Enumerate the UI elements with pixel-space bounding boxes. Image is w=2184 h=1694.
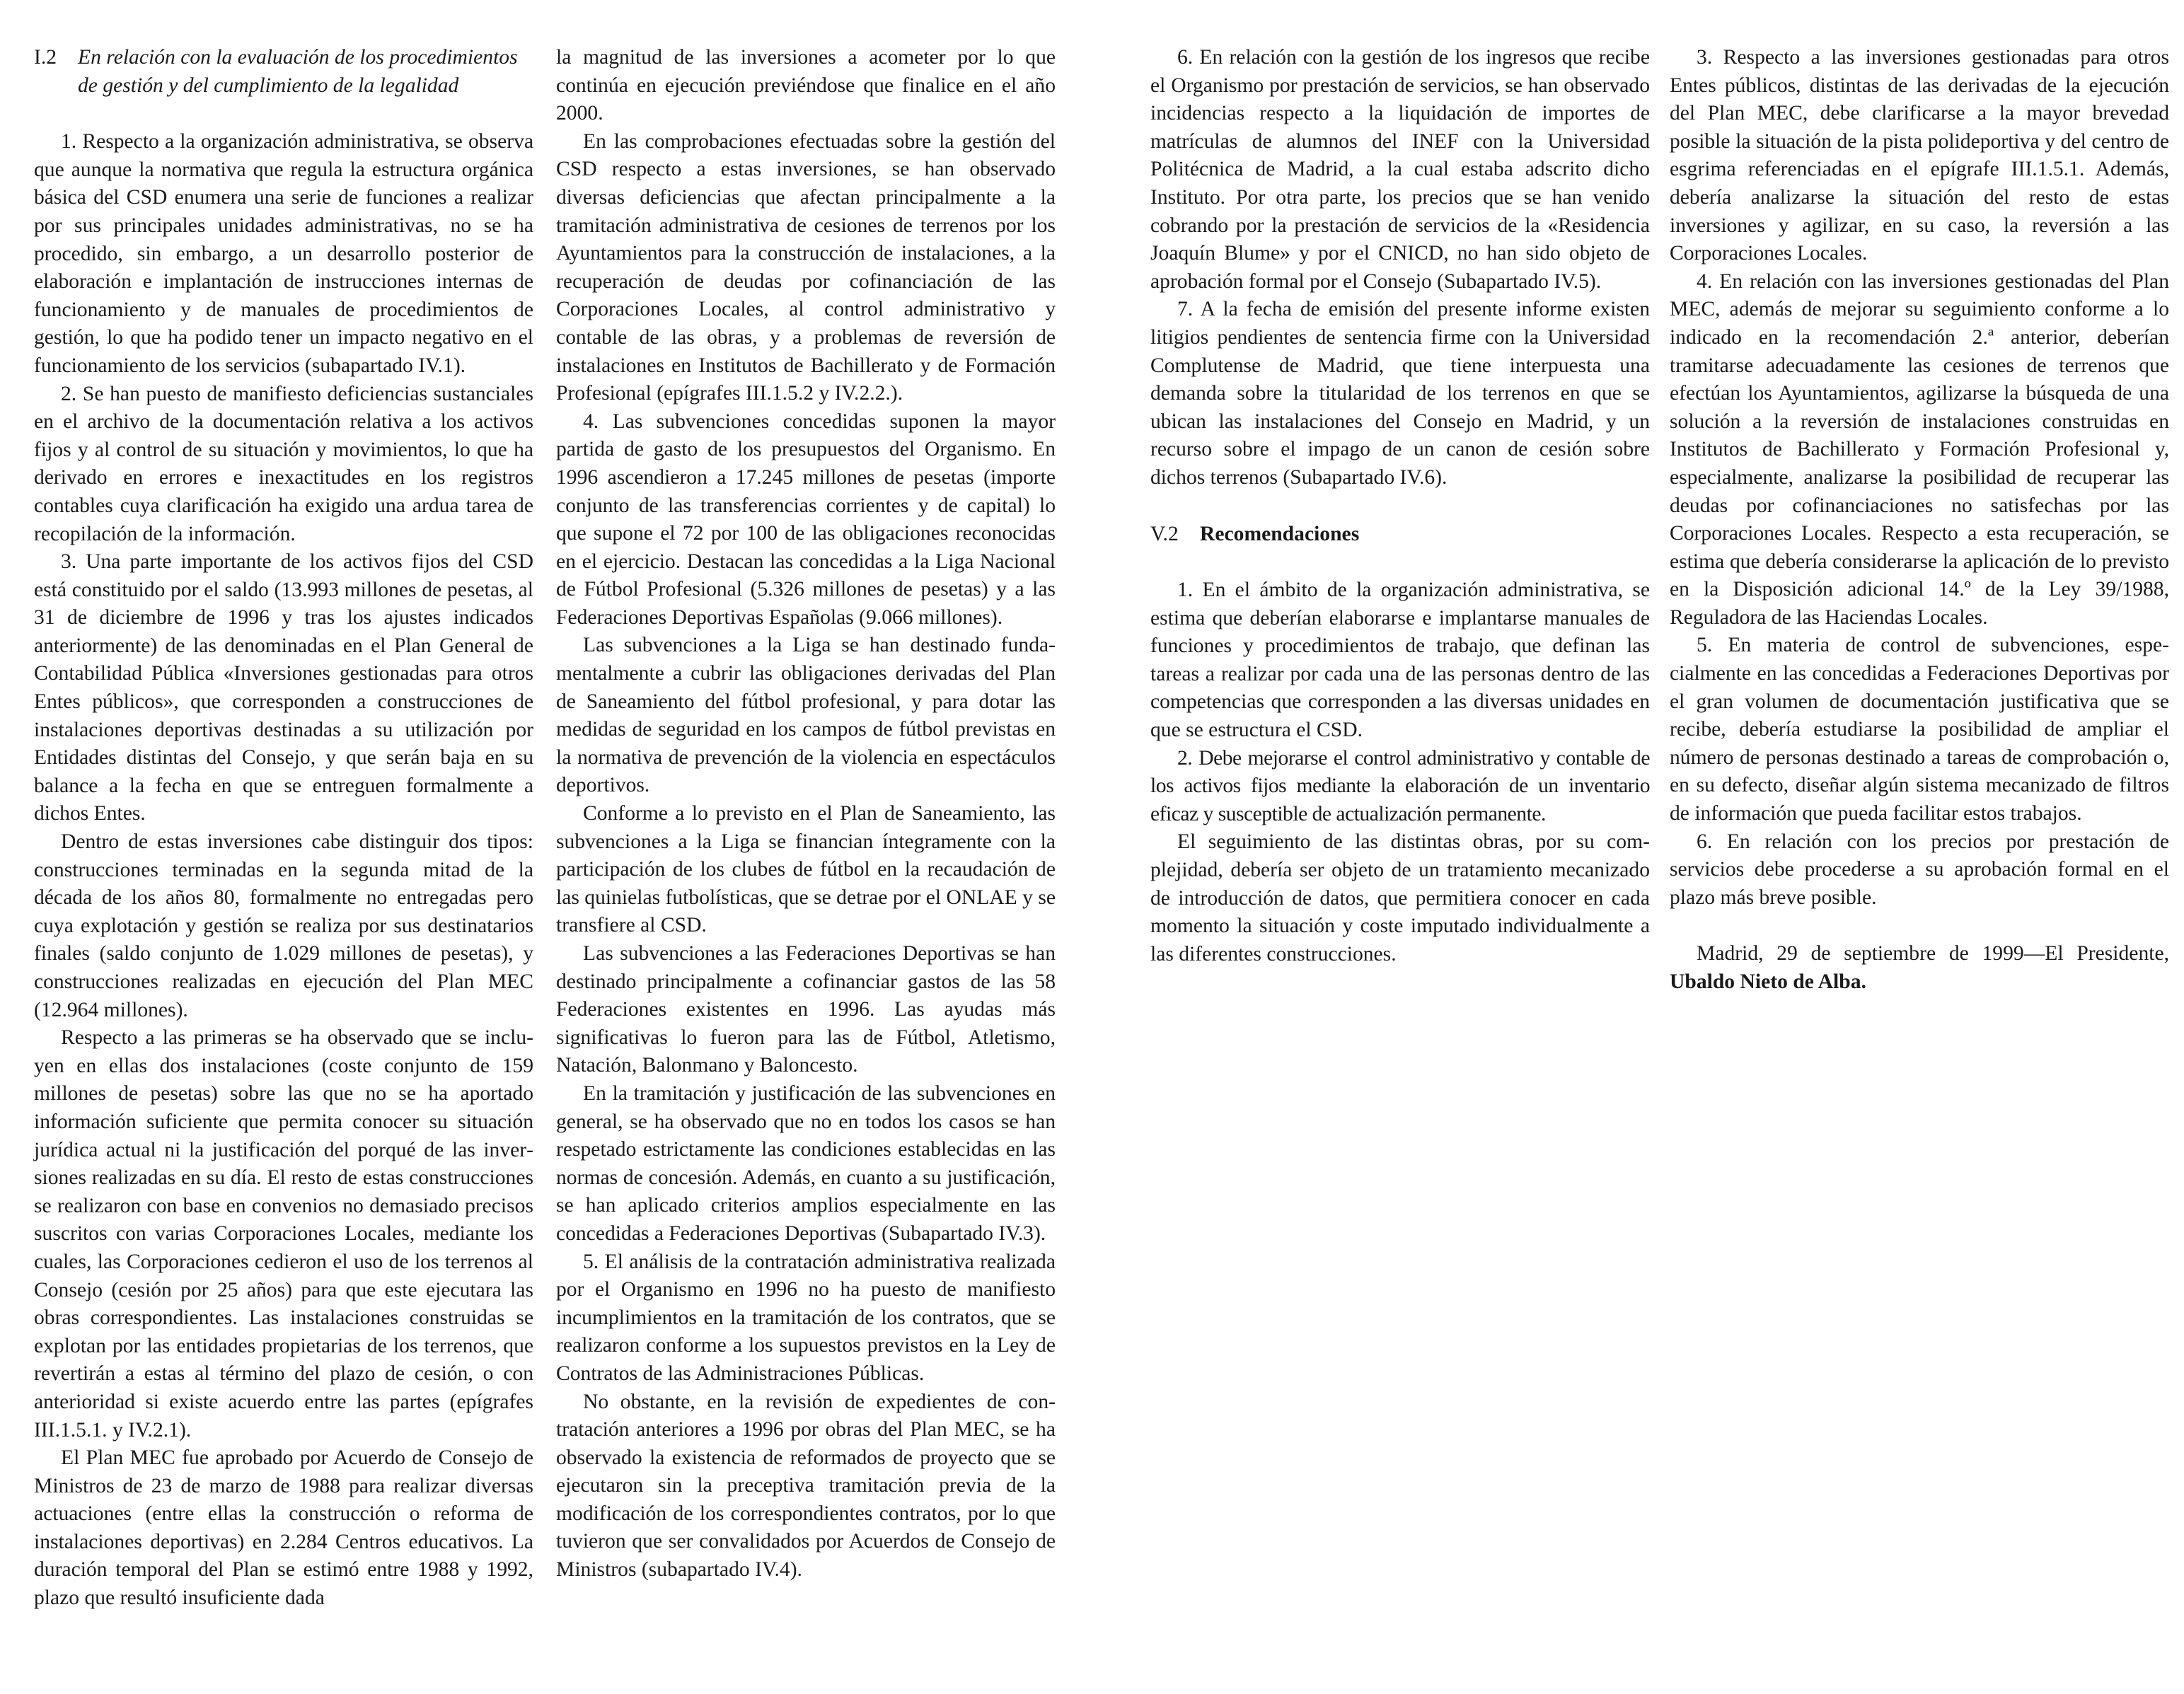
paragraph: 1. En el ámbito de la organización administrativa, se estima que deberían elaborarse e implantarse manuales de funciones y procedimientos de trabajo, que definan las tareas a realizar por cada una de las personas dentro de las competencias que corresponden a las diversas unidades en que se estructura el CSD. <box>1150 579 1650 742</box>
paragraph: Respecto a las primeras se ha observado que se incluyen en ellas dos instalaciones (coste conjunto de 159 millones de pesetas) sobre las que no se ha aportado información suficiente que permita conocer su situación jurídica actual ni la justificación del porqué de las inversiones realizadas en su día. El resto de estas construcciones se realizaron con base en convenios no demasiado precisos suscritos con varias Corporaciones Locales, mediante los cuales, las Corporaciones cedieron el uso de los terrenos al Consejo (cesión por 25 años) para que este ejecutara las obras correspondientes. Las instalaciones construidas se explotan por las entidades propietarias de los terrenos, que revertirán a estas al término del plazo de cesión, o con anterioridad si existe acuerdo entre las partes (epígrafes III.1.5.1. y IV.2.1). <box>34 1026 533 1441</box>
paragraph: 7. A la fecha de emisión del presente informe existen litigios pendientes de sentencia firme con la Universidad Complutense de Madrid, que tiene interpuesta una demanda sobre la titularidad de los terrenos en que se ubican las instalaciones del Consejo en Madrid, y un recurso sobre el impago de un canon de cesión sobre dichos terrenos (Subapartado IV.6). <box>1150 298 1650 489</box>
paragraph: Las subvenciones a la Liga se han destinado fundamentalmente a cubrir las obligaciones derivadas del Plan de Saneamiento del fútbol profesional, y para dotar las medidas de seguridad en los campos de fútbol previstas en la normativa de prevención de la violencia en espectáculos deportivos. <box>556 634 1056 797</box>
text-column-1 <box>34 44 533 1613</box>
paragraph: Dentro de estas inversiones cabe distinguir dos tipos: construcciones terminadas en la segunda mitad de la década de los años 80, formalmente no entregadas pero cuya explotación y gestión se realiza por sus destinatarios finales (saldo conjunto de 1.029 millones de pesetas), y construcciones realizadas en ejecución del Plan MEC (12.964 millones). <box>34 830 533 1021</box>
signature-block <box>1670 940 2169 996</box>
paragraph: En las comprobaciones efectuadas sobre la gestión del CSD respecto a estas inversiones, se han observado diversas deficiencias que afectan principalmente a la tramitación administrativa de cesiones de terrenos por los Ayuntamientos para la construcción de instalaciones, a la recuperación de deudas por cofinanciación de las Corporaciones Locales, al control administrativo y contable de las obras, y a problemas de reversión de instalaciones en Institutos de Bachillerato y de Formación Profesional (epígrafes III.1.5.2 y IV.2.2.). <box>556 129 1056 405</box>
paragraph: la magnitud de las inversiones a acometer por lo que continúa en ejecución previéndose que finalice en el año 2000. <box>556 46 1056 125</box>
paragraph: 3. Respecto a las inversiones gestionadas para otros Entes públicos, distintas de las derivadas de la ejecución del Plan MEC, debe clarificarse a la mayor brevedad posible la situación de la pista polideportiva y del centro de esgrima referenciadas en el epígrafe III.1.5.1. Además, debería analizarse la situación del resto de estas inversiones y agilizar, en su caso, la reversión a las Corporaciones Locales. <box>1670 46 2169 265</box>
section-title: Recomendaciones <box>1200 522 1360 545</box>
paragraph: 2. Se han puesto de manifiesto deficiencias sustanciales en el archivo de la documentación relativa a los activos fijos y al control de su situación y movimientos, lo que ha derivado en errores e inexactitudes en los registros contables cuya clarificación ha exigido una ardua tarea de recopilación de la información. <box>34 382 533 545</box>
signature-name: Ubaldo Nieto de Alba. <box>1670 970 1866 993</box>
paragraph: 6. En relación con los precios por prestación de servicios debe procederse a su aprobación formal en el plazo más breve posible. <box>1670 830 2169 909</box>
paragraph: El seguimiento de las distintas obras, por su complejidad, debería ser objeto de un tratamiento mecanizado de introducción de datos, que permitiera conocer en cada momento la situación y coste imputado individualmente a las diferentes construcciones. <box>1150 830 1650 965</box>
text-column-2 <box>556 44 1056 1584</box>
section-number: I.2 <box>34 46 57 69</box>
text-column-4 <box>1670 44 2169 997</box>
paragraph: 3. Una parte importante de los activos fijos del CSD está constituido por el saldo (13.993 millones de pesetas, al 31 de diciembre de 1996 y tras los ajustes indicados anteriormente) de las denominadas en el Plan General de Contabilidad Pública «Inversiones gestionadas para otros Entes públicos», que corresponden a construcciones de instalaciones deportivas destinadas a su utilización por Entidades distintas del Consejo, y que serán baja en su balance a la fecha en que se entreguen formalmente a dichos Entes. <box>34 550 533 825</box>
paragraph: En la tramitación y justificación de las subvenciones en general, se ha observado que no en todos los casos se han respetado estrictamente las condiciones establecidas en las normas de concesión. Además, en cuanto a su justificación, se han aplicado criterios amplios especialmente en las concedidas a Federaciones Deportivas (Subapartado IV.3). <box>556 1081 1056 1245</box>
paragraph: No obstante, en la revisión de expedientes de contratación anteriores a 1996 por obras del Plan MEC, se ha observado la existencia de reformados de proyecto que se ejecutaron sin la preceptiva tramitación previa de la modificación de los correspondientes contratos, por lo que tuvieron que ser convalidados por Acuerdos de Consejo de Ministros (subapartado IV.4). <box>556 1390 1056 1582</box>
section-heading-i2 <box>34 44 533 100</box>
paragraph: 2. Debe mejorarse el control administrativo y contable de los activos fijos mediante la elaboración de un inventario eficaz y susceptible de actualización permanente. <box>1150 746 1650 825</box>
paragraph: 1. Respecto a la organización administrativa, se observa que aunque la normativa que regula la estructura orgánica básica del CSD enumera una serie de funciones a realizar por sus principales unidades administrativas, no se ha procedido, sin embargo, a un desarrollo posterior de elaboración e implantación de instrucciones internas de funcionamiento y de manuales de procedimientos de gestión, lo que ha podido tener un impacto negativo en el funcionamiento de los servicios (subapartado IV.1). <box>34 130 533 377</box>
paragraph: 4. En relación con las inversiones gestionadas del Plan MEC, además de mejorar su seguimiento conforme a lo indicado en la recomendación 2.ª anterior, deberían tramitarse adecuadamente las cesiones de terrenos que efectúan los Ayuntamientos, agilizarse la búsqueda de una solución a la reversión de instalaciones construidas en Institutos de Bachillerato y Formación Profesional y, especialmente, analizarse la posibilidad de recuperar las deudas por cofinanciaciones no satisfechas por las Corporaciones Locales. Respecto a esta recuperación, se estima que debería considerarse la aplicación de lo previsto en la Disposición adicional 14.º de la Ley 39/1988, Reguladora de las Haciendas Locales. <box>1670 269 2169 629</box>
paragraph: El Plan MEC fue aprobado por Acuerdo de Consejo de Ministros de 23 de marzo de 1988 para realizar diversas actuaciones (entre ellas la construcción o reforma de instalaciones deportivas) en 2.284 Centros educativos. La duración temporal del Plan se estimó entre 1988 y 1992, plazo que resultó insuficiente dada <box>34 1446 533 1610</box>
signature-place-date: Madrid, 29 de septiembre de 1999—El Presidente, <box>1697 942 2169 965</box>
section-heading-v2 <box>1150 521 1650 549</box>
section-number: V.2 <box>1150 522 1179 545</box>
paragraph: 5. El análisis de la contratación administrativa realizada por el Organismo en 1996 no ha puesto de manifiesto incumplimientos en la tramitación de los contratos, que se realizaron conforme a los supuestos previstos en la Ley de Contratos de las Administraciones Públicas. <box>556 1250 1056 1385</box>
paragraph: 4. Las subvenciones concedidas suponen la mayor partida de gasto de los presupuestos del Organismo. En 1996 ascendieron a 17.245 millones de pesetas (importe conjunto de las transferencias corrientes y de capital) lo que supone el 72 por 100 de las obligaciones reconocidas en el ejercicio. Destacan las concedidas a la Liga Nacional de Fútbol Profesional (5.326 millones de pesetas) y a las Federaciones Deportivas Españolas (9.066 millones). <box>556 410 1056 629</box>
paragraph: Las subvenciones a las Federaciones Deportivas se han destinado principalmente a cofinanciar gastos de las 58 Federaciones existentes en 1996. Las ayudas más significativas lo fueron para las de Fútbol, Atletismo, Natación, Balonmano y Baloncesto. <box>556 942 1056 1077</box>
paragraph: Conforme a lo previsto en el Plan de Saneamiento, las subvenciones a la Liga se financian íntegramente con la participación de los clubes de fútbol en la recaudación de las quinielas futbolísticas, que se detrae por el ONLAE y se transfiere al CSD. <box>556 802 1056 937</box>
paragraph: 6. En relación con la gestión de los ingresos que recibe el Organismo por prestación de servicios, se han observado incidencias respecto a la liquidación de importes de matrículas de alumnos del INEF con la Universidad Politécnica de Madrid, a la cual estaba adscrito dicho Instituto. Por otra parte, los precios que se han venido cobrando por la prestación de servicios de la «Residencia Joaquín Blume» y por el CNICD, no han sido objeto de aprobación formal por el Consejo (Subapartado IV.5). <box>1150 46 1650 293</box>
text-column-3 <box>1150 44 1650 968</box>
section-title: En relación con la evaluación de los procedimientos de gestión y del cumplimiento de la legalidad <box>78 46 518 97</box>
paragraph: 5. En materia de control de subvenciones, especialmente en las concedidas a Federaciones Deportivas por el gran volumen de documentación justificativa que se recibe, debería estudiarse la posibilidad de ampliar el número de personas destinado a tareas de comprobación o, en su defecto, diseñar algún sistema mecanizado de filtros de información que pueda facilitar estos trabajos. <box>1670 634 2169 825</box>
